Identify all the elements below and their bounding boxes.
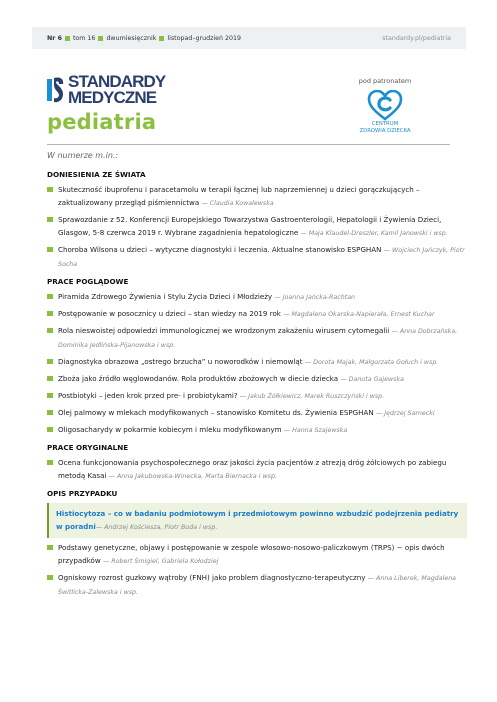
article-authors: — Claudia Kowalewska [201, 200, 274, 207]
featured-article-authors: — Andrzej Kościesza, Piotr Buda i wsp. [95, 524, 218, 531]
article-title: Podstawy genetyczne, objawy i postępowanie w zespole włosowo-nosowo-paliczkowym (TRPS) − opis dwóch przypadków [58, 543, 445, 565]
bullet-square-icon [47, 294, 53, 300]
featured-article-title: Histiocytoza – co w badaniu podmiotowym i przedmiotowym powinno wzbudzić podejrzenia pediatry w poradni [56, 509, 459, 531]
bullet-square-icon [47, 187, 53, 193]
contents-intro: W numerze m.in.: [47, 151, 119, 160]
article-title: Zboża jako źródło węglowodanów. Rola produktów zbożowych w diecie dziecka [58, 374, 339, 383]
bullet-square-icon [47, 460, 53, 466]
list-item[interactable] [47, 389, 467, 403]
article-authors: — Hanna Szajewska [283, 427, 348, 434]
issue-frequency: dwumiesięcznik [106, 34, 157, 42]
bullet-square-icon [65, 36, 70, 41]
article-authors: — Anna Liberek, Magdalena Świtlicka-Zalewska i wsp. [58, 575, 457, 596]
list-item[interactable] [47, 213, 467, 240]
bullet-square-icon [98, 36, 103, 41]
article-title: Ocena funkcjonowania psychospołecznego oraz jakości życia pacjentów z atrezją dróg żółciowych po zabiegu metodą Kasai [58, 458, 447, 480]
article-authors: — Danuta Gajewska [340, 376, 404, 383]
list-item[interactable] [47, 290, 467, 304]
patronage-organization [345, 121, 425, 135]
list-item[interactable] [47, 183, 467, 210]
section-title-news: DONIESIENIA ZE ŚWIATA [47, 170, 146, 179]
logo-mark-icon [47, 75, 65, 105]
list-item[interactable] [47, 406, 467, 420]
article-authors: — Jakub Żółkiewicz, Marek Ruszczyński i wsp. [239, 393, 385, 400]
article-authors: — Wojciech Jańczyk, Piotr Socha [58, 247, 465, 268]
bullet-square-icon [47, 376, 53, 382]
logo-text-medyczne: MEDYCZNE [68, 88, 157, 107]
article-title: Rola nieswoistej odpowiedzi immunologicznej we wrodzonym zakażeniu wirusem cytomegalii [58, 326, 390, 335]
bullet-square-icon [47, 393, 53, 399]
issue-number: Nr 6 [47, 34, 62, 42]
article-title: Oligosacharydy w pokarmie kobiecym i mleku modyfikowanym [58, 425, 282, 434]
issue-details [47, 35, 241, 42]
logo-text-standardy: STANDARDY [68, 72, 166, 91]
article-authors: — Anna Jakubowska-Winecka, Marta Biernacka i wsp. [108, 473, 277, 480]
bullet-square-icon [47, 217, 53, 223]
list-item[interactable] [47, 324, 467, 352]
article-authors: — Magdalena Okarska-Napierała, Ernest Kuchar [283, 311, 435, 318]
list-item[interactable] [47, 541, 467, 568]
article-title: Skuteczność ibuprofenu i paracetamolu w terapii łącznej lub naprzemiennej u dzieci gorączkujących – zaktualizowany przegląd piśmiennictwa [58, 185, 420, 207]
list-item[interactable] [47, 571, 467, 599]
issue-info-bar [32, 27, 466, 49]
bullet-square-icon [47, 410, 53, 416]
bullet-square-icon [47, 575, 53, 581]
article-authors: — Joanna Jańcka-Rachtan [274, 294, 356, 301]
patronage-label: pod patronatem [358, 77, 412, 85]
article-title: Postępowanie w posocznicy u dzieci – stan wiedzy na 2019 rok [58, 309, 281, 318]
list-item[interactable] [47, 456, 467, 483]
journal-title: pediatria [47, 110, 157, 134]
article-title: Choroba Wilsona u dzieci – wytyczne diagnostyki i leczenia. Aktualne stanowisko ESPGHAN [58, 245, 382, 254]
article-authors: — Anna Dobrzańska, Dominika Jedlińska-Pijanowska i wsp. [58, 328, 458, 349]
bullet-square-icon [47, 247, 53, 253]
patronage-block [345, 77, 425, 134]
article-authors: — Robert Śmigiel, Gabriela Kołodziej [102, 558, 219, 565]
article-title: Diagnostyka obrazowa „ostrego brzucha” u noworodków i niemowląt [58, 357, 303, 366]
bullet-square-icon [47, 359, 53, 365]
header-divider [47, 144, 450, 145]
list-item[interactable] [47, 372, 467, 386]
section-title-reviews: PRACE POGLĄDOWE [47, 277, 129, 286]
bullet-square-icon [47, 311, 53, 317]
patronage-org-line2: ZDROWIA DZIECKA [359, 128, 411, 134]
issue-period: listopad–grudzień 2019 [167, 34, 242, 42]
bullet-square-icon [47, 427, 53, 433]
article-title: Olej palmowy w mlekach modyfikowanych – stanowisko Komitetu ds. Żywienia ESPGHAN [58, 408, 374, 417]
article-title: Sprawozdanie z 52. Konferencji Europejskiego Towarzystwa Gastroenterologii, Hepatologii i Żywienia Dzieci, Glasgow, 5-8 czerwca 2019 r. Wybrane zagadnienia hepatologiczne [58, 215, 442, 237]
list-item[interactable] [47, 423, 467, 437]
article-title: Postbiotyki – jeden krok przed pre- i probiotykami? [58, 391, 238, 400]
list-item[interactable] [47, 355, 467, 369]
czd-heart-logo-icon [367, 90, 403, 122]
article-title: Ogniskowy rozrost guzkowy wątroby (FNH) jako problem diagnostyczno-terapeutyczny [58, 573, 366, 582]
article-authors: — Jędrzej Sarnecki [375, 410, 435, 417]
website-link[interactable]: standardy.pl/pediatria [382, 34, 451, 42]
article-authors: — Dorota Majak, Małgorzata Gołuch i wsp. [304, 359, 439, 366]
article-title: Piramida Zdrowego Żywienia i Stylu Życia Dzieci i Młodzieży [58, 292, 273, 301]
patronage-org-line1: CENTRUM [371, 121, 399, 127]
table-of-contents [47, 149, 467, 602]
list-item[interactable] [47, 243, 467, 271]
article-authors: — Maja Klaudel-Dreszler, Kamil Janowski i wsp. [300, 230, 448, 237]
section-title-case-reports: OPIS PRZYPADKU [47, 489, 118, 498]
bullet-square-icon [47, 545, 53, 551]
bullet-square-icon [47, 328, 53, 334]
bullet-square-icon [159, 36, 164, 41]
featured-article[interactable] [47, 503, 467, 538]
list-item[interactable] [47, 307, 467, 321]
issue-volume: tom 16 [72, 34, 96, 42]
section-title-original: PRACE ORYGINALNE [47, 443, 129, 452]
